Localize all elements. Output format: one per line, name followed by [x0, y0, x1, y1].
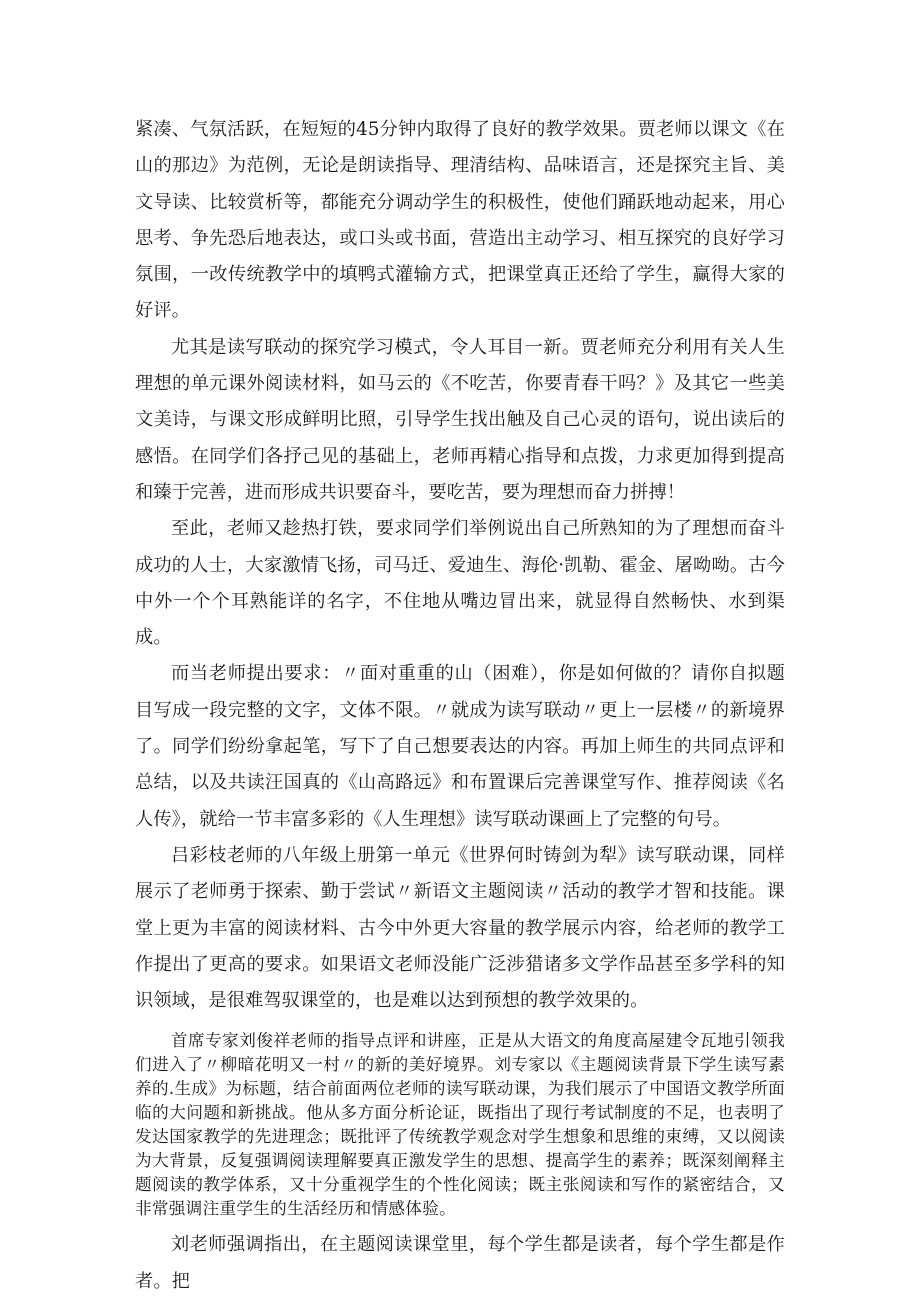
paragraph-6: 首席专家刘俊祥老师的指导点评和讲座，正是从大语文的角度高屋建令瓦地引领我们进入了〃柳暗花明又一村〃的新的美好境界。刘专家以《主题阅读背景下学生读写素养的.生成》为标题，结合前面两位老师的读写联动课，为我们展示了中国语文教学所面临的大问题和新挑战。他从多方面分析论证，既指出了现行考试制度的不足，也表明了发达国家教学的先进理念；既批评了传统教学观念对学生想象和思维的束缚，又以阅读为大背景，反复强调阅读理解要真正激发学生的思想、提高学生的素养；既深刻阐释主题阅读的教学体系，又十分重视学生的个性化阅读；既主张阅读和写作的紧密结合，又非常强调注重学生的生活经历和情感体验。 [135, 1031, 785, 1219]
paragraph-1: 紧凑、气氛活跃，在短短的45分钟内取得了良好的教学效果。贾老师以课文《在山的那边》为范例，无论是朗读指导、理清结构、品味语言，还是探究主旨、美文导读、比较赏析等，都能充分调动学生的积极性，使他们踊跃地动起来，用心思考、争先恐后地表达，或口头或书面，营造出主动学习、相互探究的良好学习氛围，一改传统教学中的填鸭式灌输方式，把课堂真正还给了学生，赢得大家的好评。 [135, 119, 785, 322]
paragraph-7: 刘老师强调指出，在主题阅读课堂里，每个学生都是读者，每个学生都是作者。把 [135, 1234, 785, 1292]
paragraph-4: 而当老师提出要求：〃面对重重的山（困难），你是如何做的？请你自拟题目写成一段完整的文字，文体不限。〃就成为读写联动〃更上一层楼〃的新境界了。同学们纷纷拿起笔，写下了自己想要表达的内容。再加上师生的共同点评和总结，以及共读汪国真的《山高路远》和布置课后完善课堂写作、推荐阅读《名人传》，就给一节丰富多彩的《人生理想》读写联动课画上了完整的句号。 [135, 663, 785, 830]
paragraph-5: 吕彩枝老师的八年级上册第一单元《世界何时铸剑为犁》读写联动课，同样展示了老师勇于探索、勤于尝试〃新语文主题阅读〃活动的教学才智和技能。课堂上更为丰富的阅读材料、古今中外更大容量的教学展示内容，给老师的教学工作提出了更高的要求。如果语文老师没能广泛涉猎诸多文学作品甚至多学科的知识领域，是很难驾驭课堂的，也是难以达到预想的教学效果的。 [135, 844, 785, 1012]
paragraph-2: 尤其是读写联动的探究学习模式，令人耳目一新。贾老师充分利用有关人生理想的单元课外阅读材料，如马云的《不吃苦，你要青春干吗？》及其它一些美文美诗，与课文形成鲜明比照，引导学生找出触及自己心灵的语句，说出读后的感悟。在同学们各抒己见的基础上，老师再精心指导和点拨，力求更加得到提高和臻于完善，进而形成共识要奋斗，要吃苦，要为理想而奋力拼搏！ [135, 336, 785, 503]
document-body [135, 112, 785, 1300]
paragraph-3: 至此，老师又趁热打铁，要求同学们举例说出自己所熟知的为了理想而奋斗成功的人士，大家激情飞扬，司马迁、爱迪生、海伦·凯勒、霍金、屠呦呦。古今中外一个个耳熟能详的名字，不住地从嘴边冒出来，就显得自然畅快、水到渠成。 [135, 518, 785, 649]
